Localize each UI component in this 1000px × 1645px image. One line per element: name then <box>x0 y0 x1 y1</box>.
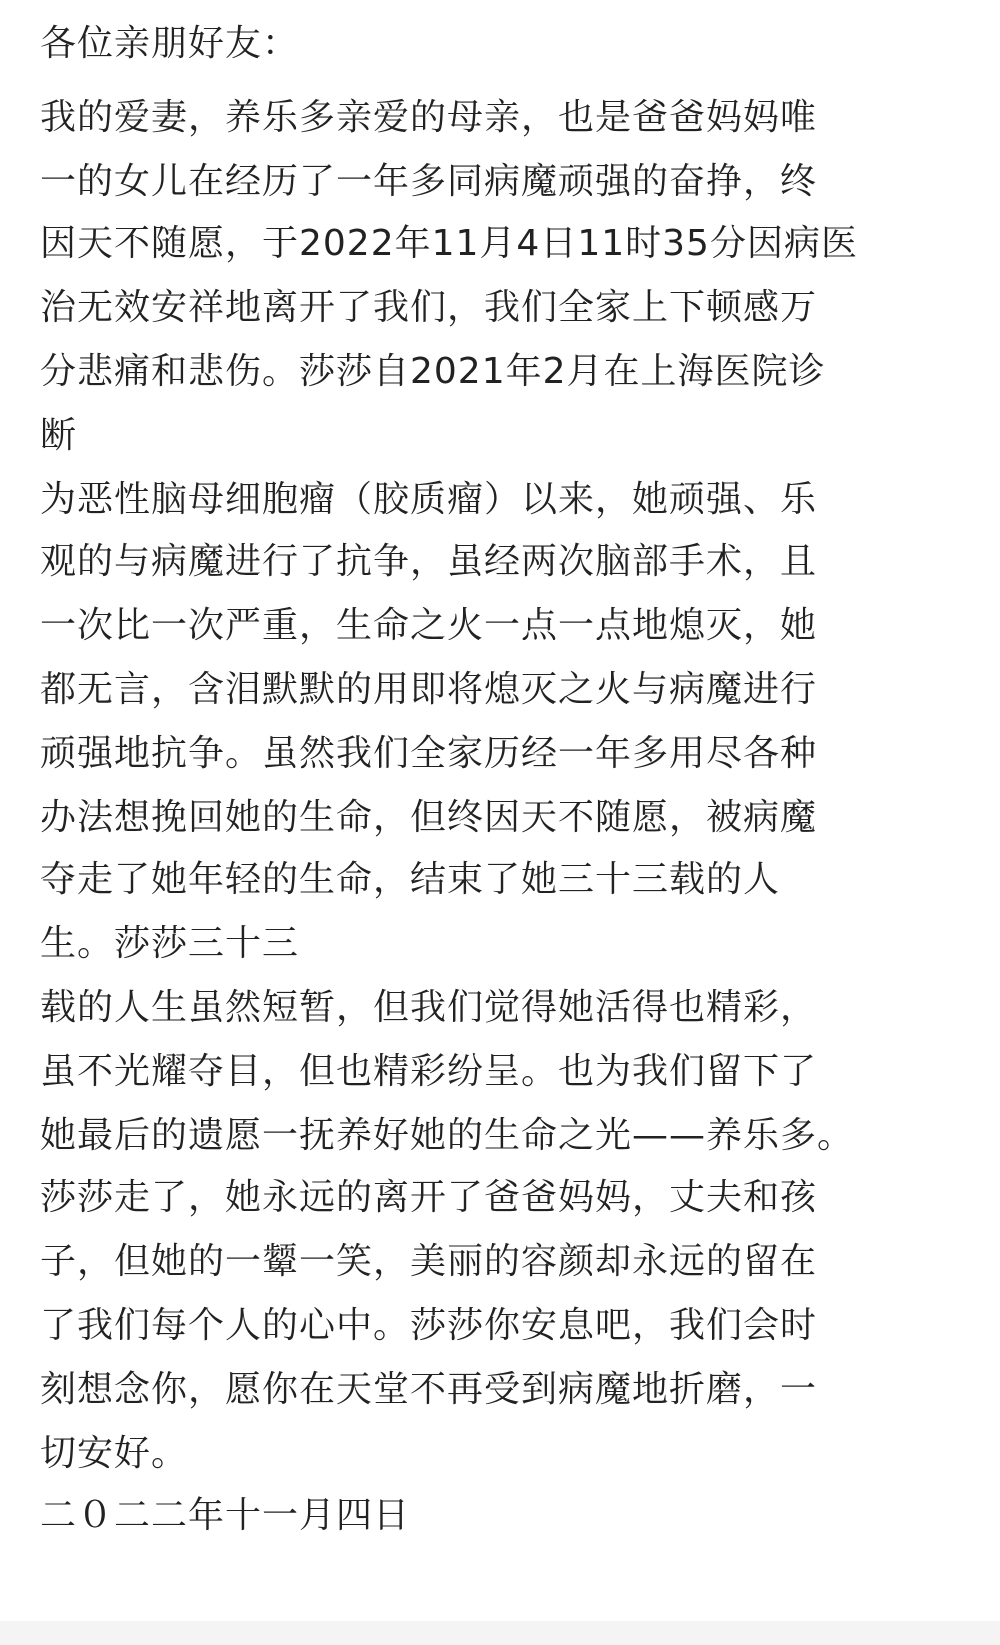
body-line: 分悲痛和悲伤。莎莎自2021年2月在上海医院诊 <box>40 351 826 392</box>
body-line: 了我们每个人的心中。莎莎你安息吧，我们会时 <box>40 1305 818 1346</box>
salutation-line: 各位亲朋好友： <box>40 23 300 64</box>
page-bottom-strip <box>0 1621 1000 1645</box>
body-line: 一次比一次严重，生命之火一点一点地熄灭，她 <box>40 605 818 646</box>
body-line: 我的爱妻，养乐多亲爱的母亲，也是爸爸妈妈唯 <box>40 97 818 138</box>
body-line: 虽不光耀夺目，但也精彩纷呈。也为我们留下了 <box>40 1051 818 1092</box>
date-line: 二０二二年十一月四日 <box>40 1495 411 1536</box>
body-line: 一的女儿在经历了一年多同病魔顽强的奋挣，终 <box>40 161 818 202</box>
body-line: 载的人生虽然短暂，但我们觉得她活得也精彩， <box>40 987 818 1028</box>
body-line: 治无效安祥地离开了我们，我们全家上下顿感万 <box>40 287 818 328</box>
body-line: 切安好。 <box>40 1433 189 1474</box>
body-line: 观的与病魔进行了抗争，虽经两次脑部手术，且 <box>40 541 818 582</box>
body-line: 生。莎莎三十三 <box>40 923 300 964</box>
body-line: 她最后的遗愿一抚养好她的生命之光——养乐多。 <box>40 1115 855 1156</box>
body-line: 为恶性脑母细胞瘤（胶质瘤）以来，她顽强、乐 <box>40 479 818 520</box>
body-line: 刻想念你，愿你在天堂不再受到病魔地折磨，一 <box>40 1369 818 1410</box>
body-line: 都无言，含泪默默的用即将熄灭之火与病魔进行 <box>40 669 818 710</box>
body-line: 办法想挽回她的生命，但终因天不随愿，被病魔 <box>40 797 818 838</box>
body-line: 子，但她的一颦一笑，美丽的容颜却永远的留在 <box>40 1241 818 1282</box>
body-line: 断 <box>40 415 78 456</box>
body-line: 莎莎走了，她永远的离开了爸爸妈妈，丈夫和孩 <box>40 1177 818 1218</box>
body-line: 因天不随愿，于2022年11月4日11时35分因病医 <box>40 223 858 264</box>
body-line: 顽强地抗争。虽然我们全家历经一年多用尽各种 <box>40 733 818 774</box>
body-line: 夺走了她年轻的生命，结束了她三十三载的人 <box>40 859 781 900</box>
